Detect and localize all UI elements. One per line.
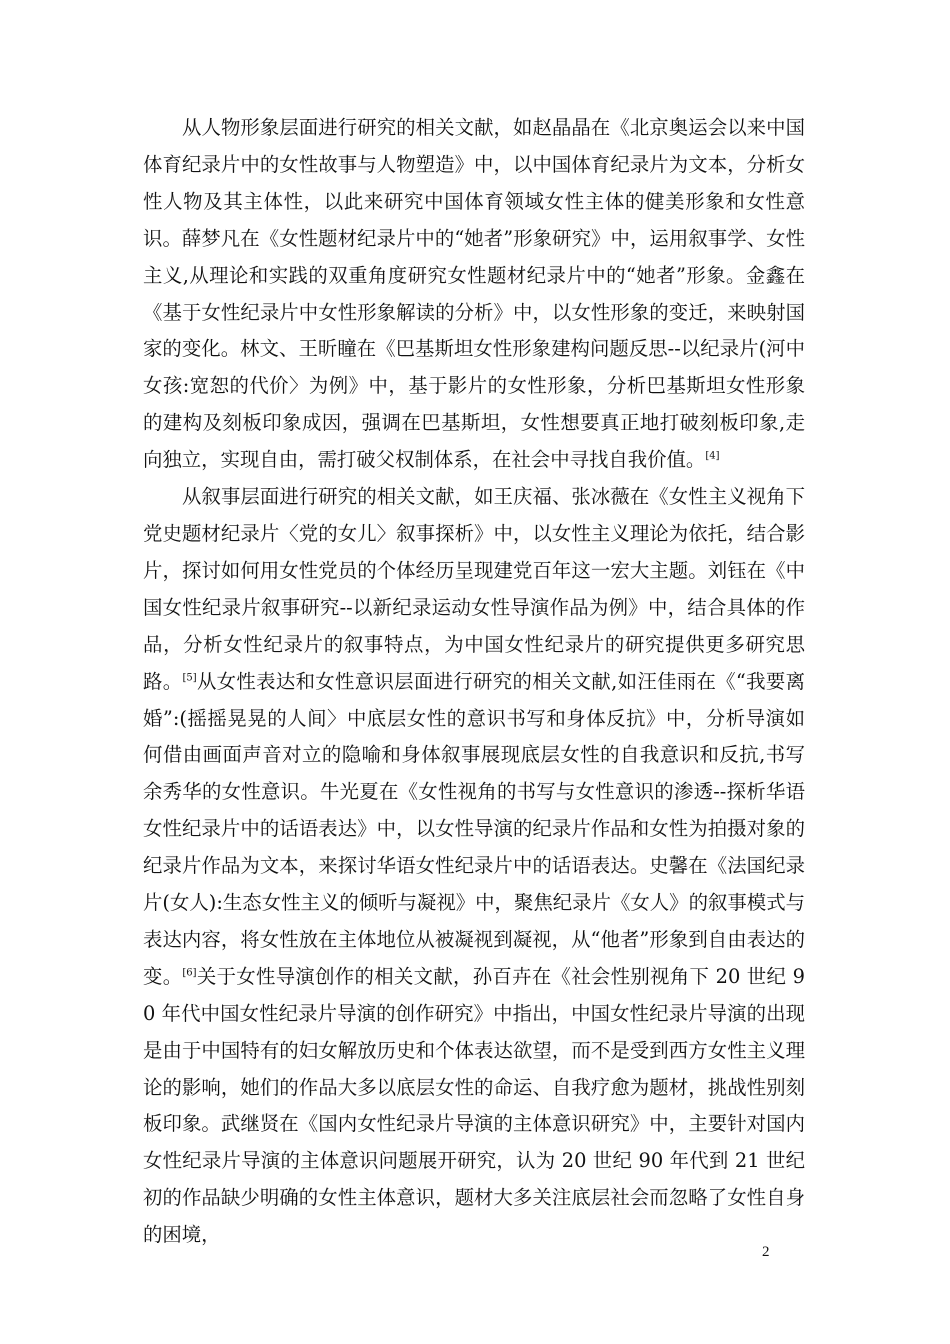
paragraph-character-image-studies: [143, 110, 805, 479]
body-text: [143, 110, 805, 1254]
paragraph-2-text-c: 关于女性导演创作的相关文献，孙百卉在《社会性别视角下 20 世纪 90 年代中国女性纪录片导演的创作研究》中指出，中国女性纪录片导演的出现是由于中国特有的妇女解放历史和个体表达欲望，而不是受到西方女性主义理论的影响，她们的作品大多以底层女性的命运、自我疗愈为题材，挑战性别刻板印象。武继贤在《国内女性纪录片导演的主体意识研究》中，主要针对国内女性纪录片导演的主体意识问题展开研究，认为 20 世纪 90 年代到 21 世纪初的作品缺少明确的女性主体意识，题材大多关注底层社会而忽略了女性自身的困境，: [143, 964, 805, 1247]
paragraph-2-text-b: 从女性表达和女性意识层面进行研究的相关文献,如汪佳雨在《“我要离婚”:(摇摇晃晃的人间〉中底层女性的意识书写和身体反抗》中，分析导演如何借由画面声音对立的隐喻和身体叙事展现底层女性的自我意识和反抗,书写余秀华的女性意识。牛光夏在《女性视角的书写与女性意识的渗透--探析华语女性纪录片中的话语表达》中，以女性导演的纪录片作品和女性为拍摄对象的纪录片作品为文本，来探讨华语女性纪录片中的话语表达。史馨在《法国纪录片(女人):生态女性主义的倾听与凝视》中，聚焦纪录片《女人》的叙事模式与表达内容，将女性放在主体地位从被凝视到凝视，从“他者”形象到自由表达的变。: [143, 669, 806, 988]
citation-6: [6]: [182, 967, 197, 979]
citation-5: [5]: [182, 672, 197, 684]
citation-4: [4]: [705, 450, 720, 462]
page-number: 2: [762, 1244, 770, 1260]
paragraph-narrative-studies: [143, 479, 805, 1254]
paragraph-1-text: 从人物形象层面进行研究的相关文献，如赵晶晶在《北京奥运会以来中国体育纪录片中的女性故事与人物塑造》中，以中国体育纪录片为文本，分析女性人物及其主体性，以此来研究中国体育领域女性主体的健美形象和女性意识。薛梦凡在《女性题材纪录片中的“她者”形象研究》中，运用叙事学、女性主义,从理论和实践的双重角度研究女性题材纪录片中的“她者”形象。金鑫在《基于女性纪录片中女性形象解读的分析》中，以女性形象的变迁，来映射国家的变化。林文、王昕瞳在《巴基斯坦女性形象建构问题反思--以纪录片(河中女孩:宽恕的代价〉为例》中，基于影片的女性形象，分析巴基斯坦女性形象的建构及刻板印象成因，强调在巴基斯坦，女性想要真正地打破刻板印象,走向独立，实现自由，需打破父权制体系，在社会中寻找自我价值。: [143, 116, 805, 472]
paragraph-2-text-a: 从叙事层面进行研究的相关文献，如王庆福、张冰薇在《女性主义视角下党史题材纪录片〈党的女儿〉叙事探析》中，以女性主义理论为依托，结合影片，探讨如何用女性党员的个体经历呈现建党百年这一宏大主题。刘钰在《中国女性纪录片叙事研究--以新纪录运动女性导演作品为例》中，结合具体的作品，分析女性纪录片的叙事特点，为中国女性纪录片的研究提供更多研究思路。: [143, 485, 805, 693]
